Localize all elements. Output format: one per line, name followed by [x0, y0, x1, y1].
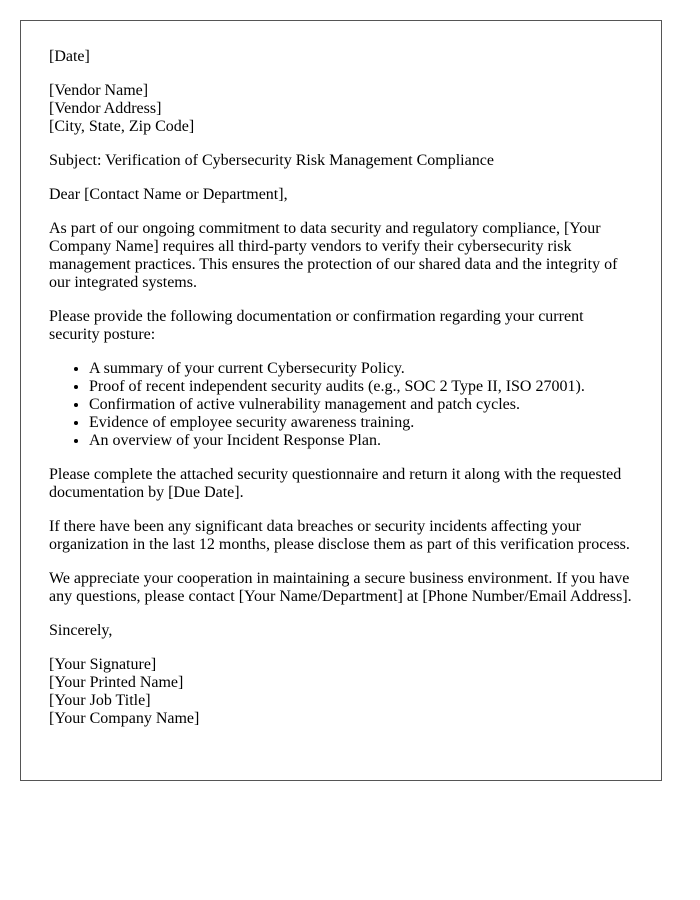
subject: Subject: Verification of Cybersecurity Risk Management Compliance: [49, 152, 494, 169]
vendor-address: [Vendor Address]: [49, 100, 162, 117]
closing-paragraph: We appreciate your cooperation in maintaining a secure business environment. If you have any questions, please contact [Your Name/Department] at [Phone Number/Email Address].: [49, 570, 632, 605]
signoff: Sincerely,: [49, 622, 113, 639]
signature-block: [49, 656, 634, 728]
job-title: [Your Job Title]: [49, 692, 151, 709]
intro-paragraph: As part of our ongoing commitment to data security and regulatory compliance, [Your Company Name] requires all third-party vendors to verify their cybersecurity risk management practices. This ensures the protection of our shared data and the integrity of our integrated systems.: [49, 220, 618, 291]
list-item: • Proof of recent independent security audits (e.g., SOC 2 Type II, ISO 27001).: [89, 378, 634, 396]
list-item: • Evidence of employee security awareness training.: [89, 414, 634, 432]
requirements-list: [49, 360, 634, 450]
salutation: Dear [Contact Name or Department],: [49, 186, 288, 203]
request-paragraph: Please provide the following documentation or confirmation regarding your current security posture:: [49, 308, 584, 343]
breaches-paragraph: If there have been any significant data breaches or security incidents affecting your organization in the last 12 months, please disclose them as part of this verification process.: [49, 518, 630, 553]
vendor-name: [Vendor Name]: [49, 82, 149, 99]
list-item: • An overview of your Incident Response Plan.: [89, 432, 634, 450]
questionnaire-paragraph: Please complete the attached security questionnaire and return it along with the requested documentation by [Due Date].: [49, 466, 622, 501]
company-name: [Your Company Name]: [49, 710, 200, 727]
list-item: • A summary of your current Cybersecurity Policy.: [89, 360, 634, 378]
vendor-city: [City, State, Zip Code]: [49, 118, 195, 135]
signature: [Your Signature]: [49, 656, 157, 673]
recipient-block: [49, 82, 634, 136]
list-item: • Confirmation of active vulnerability management and patch cycles.: [89, 396, 634, 414]
letter: [20, 20, 662, 781]
printed-name: [Your Printed Name]: [49, 674, 184, 691]
date: [Date]: [49, 48, 90, 65]
